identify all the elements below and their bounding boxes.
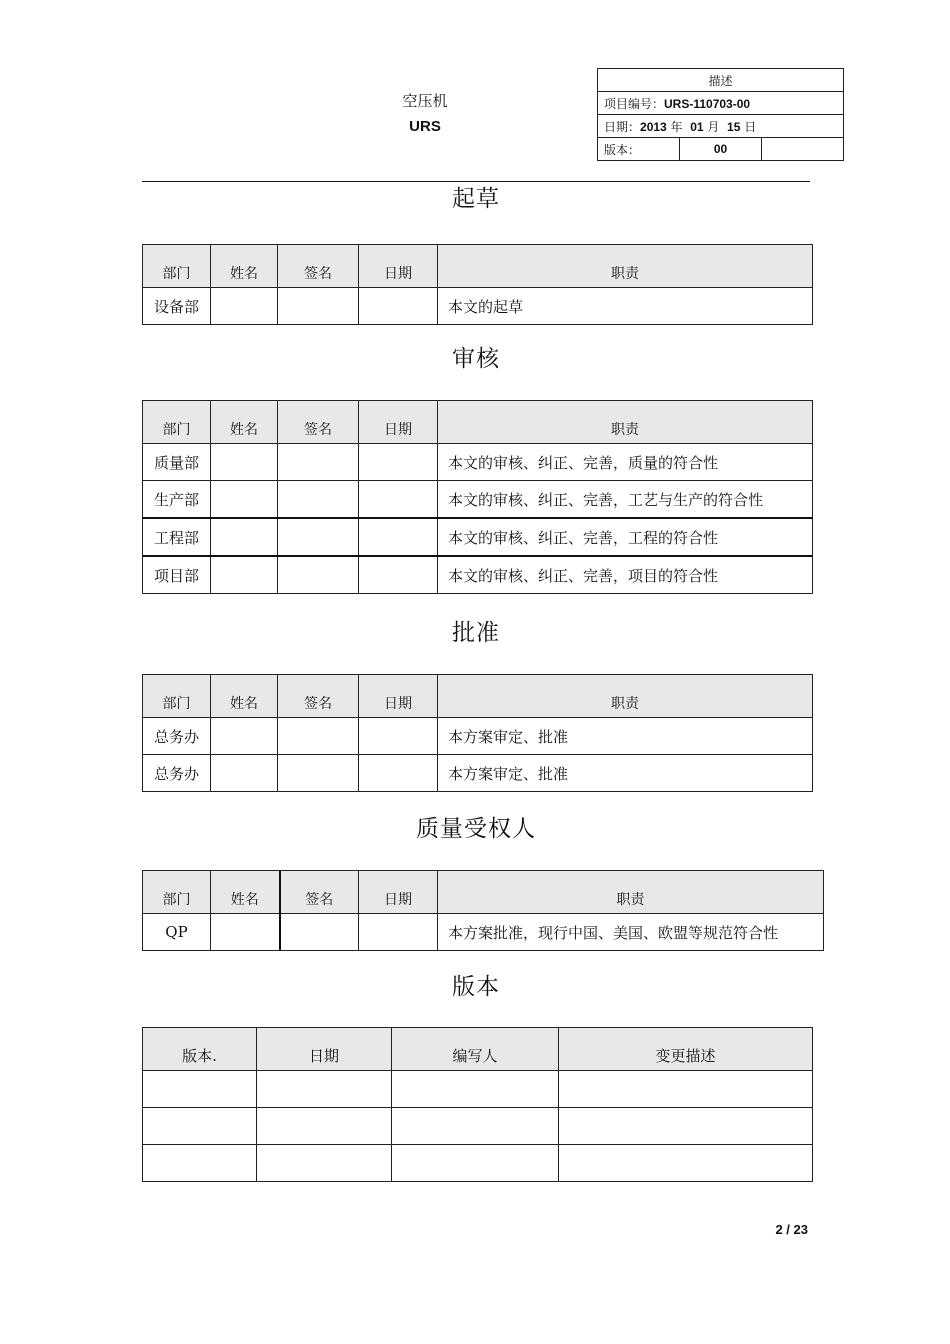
name-cell[interactable] (211, 518, 278, 556)
duty-cell: 本文的审核、纠正、完善，工艺与生产的符合性 (438, 481, 813, 519)
table-header-row (143, 245, 813, 288)
table-header-row (143, 1028, 813, 1071)
date-cell[interactable] (257, 1108, 392, 1145)
col-header-name: 姓名 (211, 871, 280, 914)
dept-cell: 项目部 (143, 556, 211, 594)
table-row (143, 481, 813, 519)
duty-cell: 本文的审核、纠正、完善，质量的符合性 (438, 444, 813, 481)
version-empty-cell (762, 138, 844, 161)
document-title: 空压机 (402, 92, 448, 110)
duty-cell: 本文的审核、纠正、完善，项目的符合性 (438, 556, 813, 594)
dept-cell: 质量部 (143, 444, 211, 481)
date-cell[interactable] (359, 556, 438, 594)
version-cell[interactable] (143, 1145, 257, 1182)
document-code: URS (409, 118, 441, 135)
col-header-version: 版本. (143, 1028, 257, 1071)
col-header-date: 日期 (359, 401, 438, 444)
date-label: 日期： (604, 119, 641, 134)
col-header-name: 姓名 (211, 401, 278, 444)
table-header-row (143, 401, 813, 444)
duty-cell: 本方案审定、批准 (438, 718, 813, 755)
col-header-change-description: 变更描述 (559, 1028, 813, 1071)
dept-cell: 设备部 (143, 288, 211, 325)
approve-signature-table (142, 674, 813, 792)
col-header-date: 日期 (359, 871, 438, 914)
col-header-dept: 部门 (143, 675, 211, 718)
col-header-author: 编写人 (392, 1028, 559, 1071)
table-header-row (143, 871, 824, 914)
date-year: 2013 (640, 119, 667, 134)
version-label: 版本： (598, 138, 680, 161)
change-description-cell[interactable] (559, 1071, 813, 1108)
version-history-table (142, 1027, 813, 1182)
change-description-cell[interactable] (559, 1108, 813, 1145)
duty-cell: 本文的起草 (438, 288, 813, 325)
version-cell[interactable] (143, 1071, 257, 1108)
change-description-cell[interactable] (559, 1145, 813, 1182)
date-month-unit: 月 (707, 119, 720, 134)
col-header-name: 姓名 (211, 675, 278, 718)
table-row (143, 1145, 813, 1182)
col-header-signature: 签名 (278, 675, 359, 718)
date-cell[interactable] (359, 914, 438, 951)
table-row (143, 718, 813, 755)
col-header-date: 日期 (257, 1028, 392, 1071)
review-signature-table (142, 400, 813, 594)
name-cell[interactable] (211, 481, 278, 519)
name-cell[interactable] (211, 914, 280, 951)
col-header-duty: 职责 (438, 245, 813, 288)
date-cell[interactable] (257, 1071, 392, 1108)
dept-cell: 总务办 (143, 755, 211, 792)
table-row (143, 1071, 813, 1108)
name-cell[interactable] (211, 556, 278, 594)
col-header-duty: 职责 (438, 401, 813, 444)
date-year-unit: 年 (670, 119, 683, 134)
project-number-label: 项目编号： (604, 96, 665, 111)
col-header-date: 日期 (359, 245, 438, 288)
date-month: 01 (690, 119, 704, 134)
table-row (143, 444, 813, 481)
dept-cell: 总务办 (143, 718, 211, 755)
table-row (143, 914, 824, 951)
duty-cell: 本方案审定、批准 (438, 755, 813, 792)
col-header-signature: 签名 (278, 401, 359, 444)
name-cell[interactable] (211, 288, 278, 325)
col-header-signature: 签名 (280, 871, 359, 914)
signature-cell[interactable] (278, 481, 359, 519)
table-row (143, 755, 813, 792)
table-row (143, 518, 813, 556)
table-row (143, 288, 813, 325)
author-cell[interactable] (392, 1071, 559, 1108)
author-cell[interactable] (392, 1108, 559, 1145)
date-day: 15 (727, 119, 741, 134)
signature-cell[interactable] (280, 914, 359, 951)
project-number-value: URS-110703-00 (664, 96, 751, 111)
name-cell[interactable] (211, 718, 278, 755)
duty-cell: 本文的审核、纠正、完善，工程的符合性 (438, 518, 813, 556)
date-cell[interactable] (359, 518, 438, 556)
draft-signature-table (142, 244, 813, 325)
signature-cell[interactable] (278, 444, 359, 481)
date-day-unit: 日 (744, 119, 757, 134)
col-header-name: 姓名 (211, 245, 278, 288)
version-value: 00 (713, 142, 728, 156)
col-header-duty: 职责 (438, 675, 813, 718)
section-title-draft: 起草 (452, 186, 500, 212)
table-row (143, 556, 813, 594)
section-title-review: 审核 (452, 346, 500, 372)
date-cell[interactable] (257, 1145, 392, 1182)
signature-cell[interactable] (278, 288, 359, 325)
date-cell (598, 115, 844, 138)
date-cell[interactable] (359, 481, 438, 519)
page-number: 2 / 23 (775, 1222, 808, 1237)
table-row (143, 1108, 813, 1145)
date-cell[interactable] (359, 288, 438, 325)
qp-signature-table (142, 870, 824, 951)
author-cell[interactable] (392, 1145, 559, 1182)
col-header-dept: 部门 (143, 245, 211, 288)
version-cell[interactable] (143, 1108, 257, 1145)
dept-cell: 生产部 (143, 481, 211, 519)
section-title-version: 版本 (452, 974, 500, 1000)
signature-cell[interactable] (278, 755, 359, 792)
name-cell[interactable] (211, 755, 278, 792)
col-header-date: 日期 (359, 675, 438, 718)
col-header-duty: 职责 (438, 871, 824, 914)
name-cell[interactable] (211, 444, 278, 481)
date-cell[interactable] (359, 718, 438, 755)
signature-cell[interactable] (278, 718, 359, 755)
date-cell[interactable] (359, 755, 438, 792)
dept-cell: QP (143, 914, 211, 951)
signature-cell[interactable] (278, 556, 359, 594)
duty-cell: 本方案批准，现行中国、美国、欧盟等规范符合性 (438, 914, 824, 951)
table-header-row (143, 675, 813, 718)
section-title-approve: 批准 (452, 620, 500, 646)
col-header-dept: 部门 (143, 871, 211, 914)
document-info-box (597, 68, 844, 161)
section-title-qp: 质量受权人 (416, 816, 536, 842)
info-box-heading: 描述 (598, 69, 844, 92)
date-cell[interactable] (359, 444, 438, 481)
signature-cell[interactable] (278, 518, 359, 556)
col-header-signature: 签名 (278, 245, 359, 288)
dept-cell: 工程部 (143, 518, 211, 556)
col-header-dept: 部门 (143, 401, 211, 444)
project-number-cell (598, 92, 844, 115)
